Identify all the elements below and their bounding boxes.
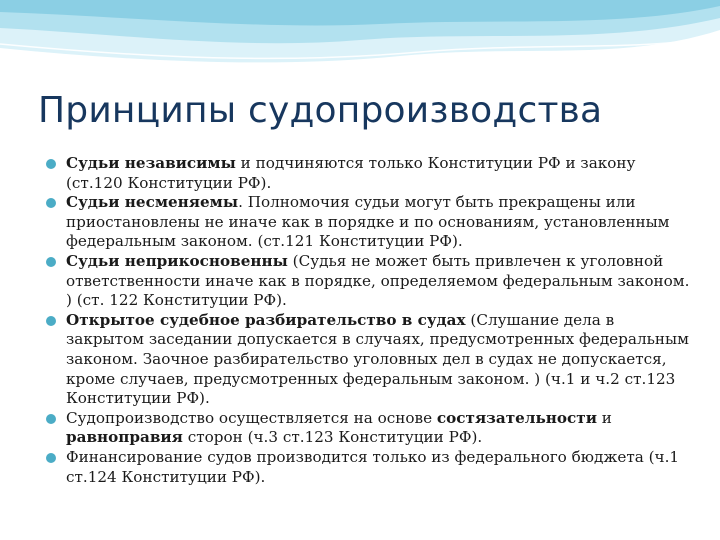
bullet-text: Финансирование судов производится только из федерального бюджета (ч.1 ст.124 Конституции РФ). — [66, 447, 680, 486]
bullet-text: и подчиняются только Конституции РФ и закону (ст.120 Конституции РФ). — [66, 154, 636, 192]
header-wave-decoration — [0, 0, 720, 80]
bullet-bold: состязательности — [436, 408, 597, 427]
bullet-item — [44, 154, 690, 193]
bullet-text: Судопроизводство осуществляется на основе — [66, 408, 437, 427]
bullet-text: сторон (ч.3 ст.123 Конституции РФ). — [182, 428, 483, 447]
bullet-item — [44, 311, 690, 409]
bullet-list — [44, 154, 690, 487]
bullet-bold: Открытое судебное разбирательство в судах — [66, 310, 466, 329]
bullet-text: (Судья не может быть привлечен к уголовной ответственности иначе как в порядке, определяемом федеральным законом. ) (ст. 122 Конституции РФ). — [66, 251, 690, 310]
bullet-item — [44, 193, 690, 252]
bullet-bold: Судьи неприкосновенны — [66, 251, 288, 270]
bullet-dot-icon — [46, 453, 56, 463]
bullet-bold: Судьи независимы — [66, 154, 236, 172]
bullet-item — [44, 409, 690, 448]
bullet-bold: равноправия — [66, 428, 183, 447]
bullet-text: (Слушание дела в закрытом заседании допускается в случаях, предусмотренных федеральным законом. Заочное разбирательство уголовных дел в судах не допускается, кроме случаев, предусмотренных федеральным законом. ) (ч.1 и ч.2 ст.123 Конституции РФ). — [66, 310, 689, 408]
bullet-item — [44, 252, 690, 311]
bullet-bold: Судьи несменяемы — [66, 193, 239, 212]
bullet-text: . Полномочия судьи могут быть прекращены или приостановлены не иначе как в порядке и по основаниям, установленным федеральным законом. (ст.121 Конституции РФ). — [66, 193, 670, 251]
bullet-dot-icon — [46, 414, 56, 424]
bullet-dot-icon — [46, 257, 56, 267]
bullet-dot-icon — [46, 159, 56, 169]
bullet-dot-icon — [46, 316, 56, 326]
bullet-dot-icon — [46, 198, 56, 208]
slide-title: Принципы судопроизводства — [38, 90, 603, 131]
bullet-item — [44, 448, 690, 487]
bullet-text: и — [596, 408, 612, 427]
